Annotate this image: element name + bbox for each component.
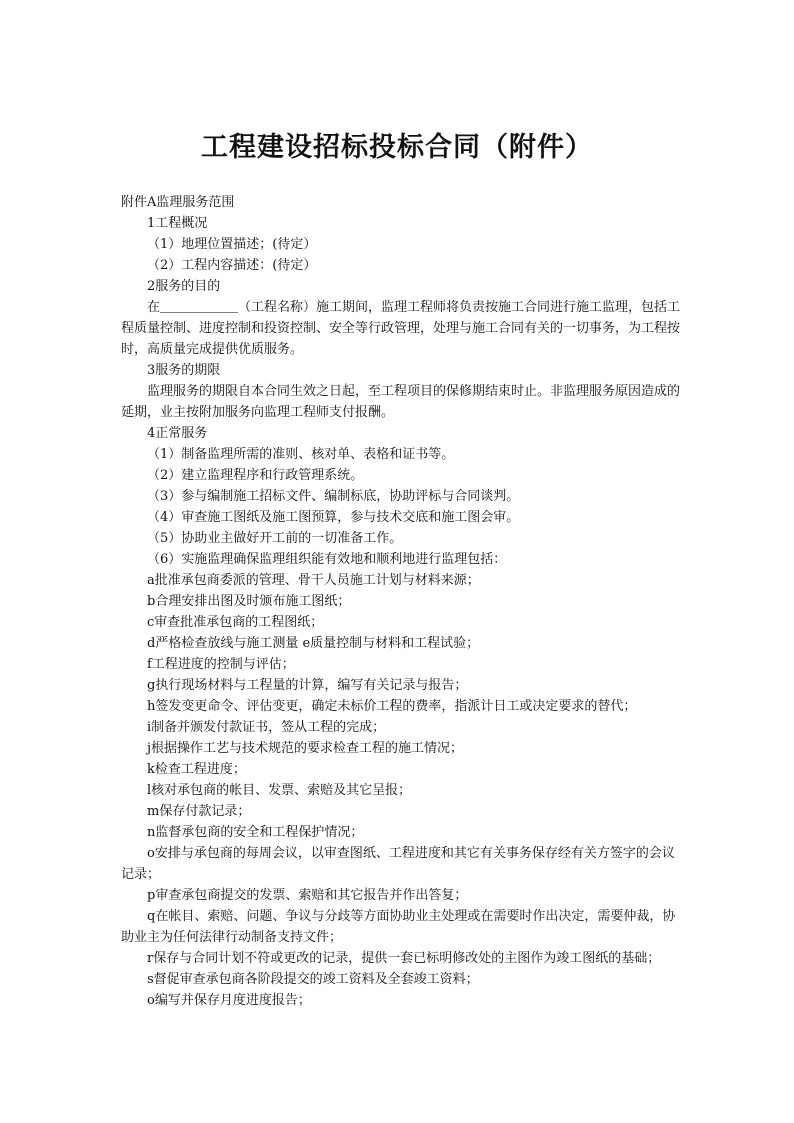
paragraph: f工程进度的控制与评估； bbox=[147, 657, 295, 672]
paragraph: c审查批准承包商的工程图纸； bbox=[147, 615, 324, 630]
paragraph: （1）制备监理所需的准则、核对单、表格和证书等。 bbox=[147, 447, 455, 462]
paragraph: p审查承包商提交的发票、索赔和其它报告并作出答复； bbox=[147, 888, 468, 903]
paragraph: h签发变更命令、评估变更，确定未标价工程的费率，指派计日工或决定要求的替代； bbox=[147, 699, 637, 714]
paragraph: a批准承包商委派的管理、骨干人员施工计划与材料来源； bbox=[147, 573, 480, 588]
paragraph: r保存与合同计划不符或更改的记录，提供一套已标明修改处的主图作为竣工图纸的基础； bbox=[147, 951, 661, 966]
paragraph: j根据操作工艺与技术规范的要求检查工程的施工情况； bbox=[147, 741, 464, 756]
paragraph: b合理安排出图及时颁布施工图纸； bbox=[147, 594, 351, 609]
paragraph: o安排与承包商的每周会议，以审查图纸、工程进度和其它有关事务保存经有关方签字的会议记录； bbox=[121, 846, 675, 882]
paragraph: （2）建立监理程序和行政管理系统。 bbox=[147, 468, 364, 483]
document-body bbox=[121, 192, 683, 1011]
paragraph: l核对承包商的帐目、发票、索赔及其它呈报； bbox=[147, 783, 412, 798]
paragraph: 4正常服务 bbox=[147, 426, 208, 441]
paragraph: 3服务的期限 bbox=[147, 363, 221, 378]
paragraph: d严格检查放线与施工测量 e质量控制与材料和工程试验； bbox=[147, 636, 480, 651]
paragraph: i制备并颁发付款证书，签从工程的完成； bbox=[147, 720, 386, 735]
paragraph: （4）审查施工图纸及施工图预算，参与技术交底和施工图会审。 bbox=[147, 510, 520, 525]
document-title: 工程建设招标投标合同（附件） bbox=[201, 132, 593, 163]
paragraph: （1）地理位置描述；(待定） bbox=[147, 237, 317, 252]
paragraph: g执行现场材料与工程量的计算，编写有关记录与报告； bbox=[147, 678, 468, 693]
paragraph: 2服务的目的 bbox=[147, 279, 221, 294]
paragraph: （2）工程内容描述：(待定） bbox=[147, 258, 317, 273]
paragraph: 在＿＿＿＿＿＿（工程名称）施工期间，监理工程师将负责按施工合同进行施工监理，包括工程质量控制、进度控制和投资控制、安全等行政管理，处理与施工合同有关的一切事务，为工程按时，高质量完成提供优质服务。 bbox=[121, 300, 681, 357]
paragraph: （6）实施监理确保监理组织能有效地和顺利地进行监理包括： bbox=[147, 552, 507, 567]
paragraph: n监督承包商的安全和工程保护情况； bbox=[147, 825, 364, 840]
paragraph: 1工程概况 bbox=[147, 216, 208, 231]
paragraph: （5）协助业主做好开工前的一切准备工作。 bbox=[147, 531, 403, 546]
paragraph: k检查工程进度； bbox=[147, 762, 246, 777]
paragraph: （3）参与编制施工招标文件、编制标底，协助评标与合同谈判。 bbox=[147, 489, 520, 504]
paragraph: s督促审查承包商各阶段提交的竣工资料及全套竣工资料； bbox=[147, 972, 479, 987]
paragraph: 附件A监理服务范围 bbox=[121, 195, 235, 210]
paragraph: o编写并保存月度进度报告； bbox=[147, 993, 311, 1008]
paragraph: 监理服务的期限自本合同生效之日起，至工程项目的保修期结束时止。非监理服务原因造成的延期，业主按附加服务向监理工程师支付报酬。 bbox=[121, 384, 681, 420]
paragraph: m保存付款记录； bbox=[147, 804, 251, 819]
paragraph: q在帐目、索赔、问题、争议与分歧等方面协助业主处理或在需要时作出决定，需要仲裁，协助业主为任何法律行动制备支持文件； bbox=[121, 909, 676, 945]
